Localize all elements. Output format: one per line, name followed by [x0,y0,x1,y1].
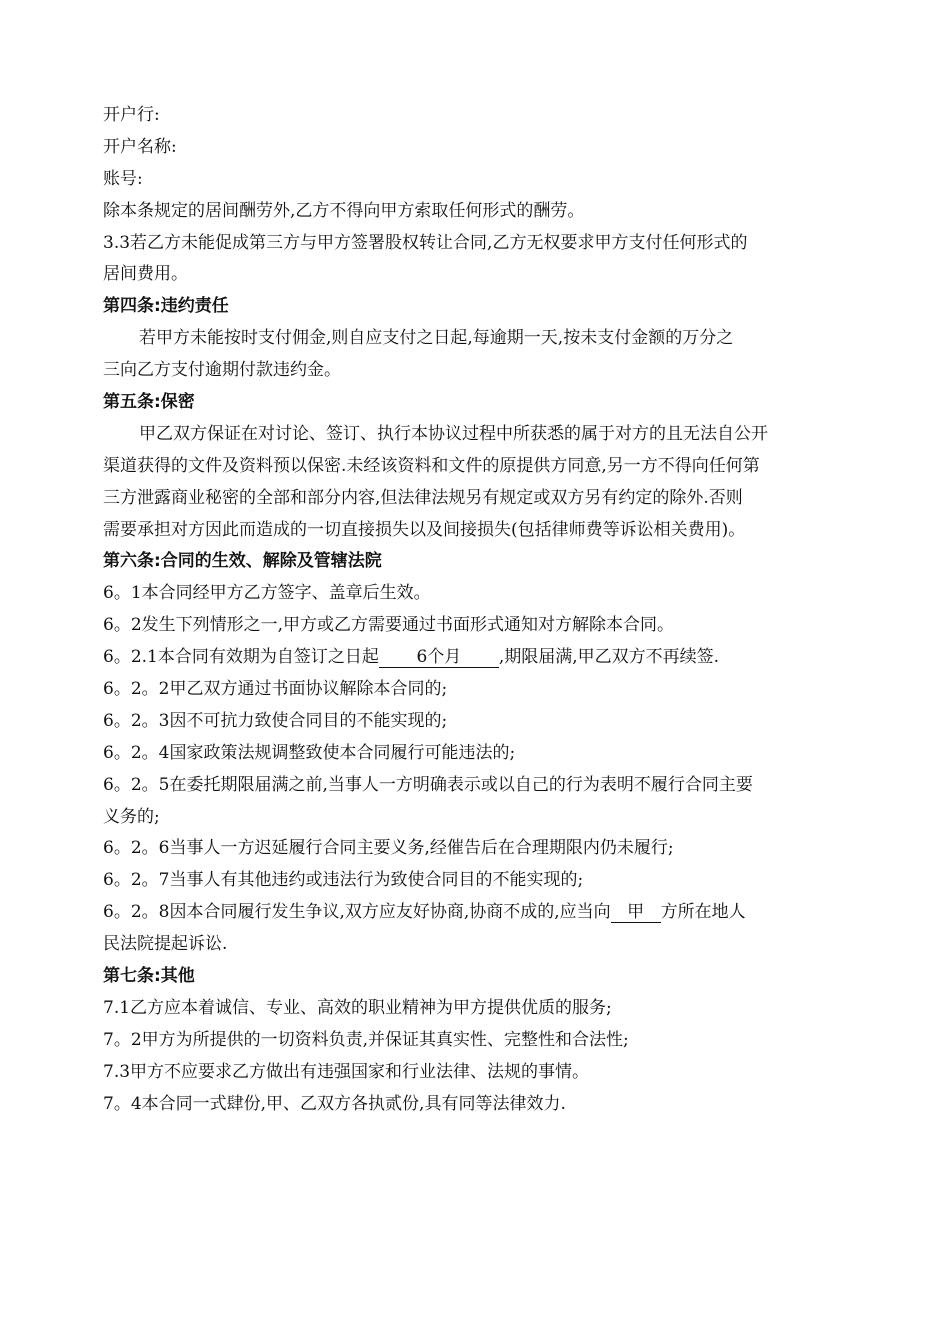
filled-blank: 甲 [611,902,661,923]
text-line: 义务的; [103,806,160,827]
section-heading: 第五条:保密 [103,392,195,413]
text-line: 需要承担对方因此而造成的一切直接损失以及间接损失(包括律师费等诉讼相关费用)。 [103,519,746,540]
section-heading: 第四条:违约责任 [103,296,229,317]
text-line: 民法院提起诉讼. [103,934,228,955]
text-line: 7。4本合同一式肆份,甲、乙双方各执贰份,具有同等法律效力. [103,1093,566,1114]
text-line: 6。2发生下列情形之一,甲方或乙方需要通过书面形式通知对方解除本合同。 [103,615,675,636]
text-line: 6。2。4国家政策法规调整致使本合同履行可能违法的; [103,742,516,763]
text-line: 7。2甲方为所提供的一切资料负责,并保证其真实性、完整性和合法性; [103,1029,629,1050]
contract-body [103,100,853,1121]
text-line: 3.3若乙方未能促成第三方与甲方签署股权转让合同,乙方无权要求甲方支付任何形式的 [103,232,748,253]
clause-text-before: 6。2。8因本合同履行发生争议,双方应友好协商,协商不成的,应当向 [103,902,611,923]
clause-text-before: 6。2.1本合同有效期为自签订之日起 [103,647,379,668]
clause-line-with-blank [103,897,853,929]
text-line: 开户名称: [103,136,177,157]
paragraph-first-line: 若甲方未能按时支付佣金,则自应支付之日起,每逾期一天,按未支付金额的万分之 [139,328,734,349]
section-heading: 第七条:其他 [103,966,195,987]
filled-blank: 6个月 [379,647,499,668]
text-line: 6。2。7当事人有其他违约或违法行为致使合同目的不能实现的; [103,870,584,891]
clause-line-with-blank [103,642,853,674]
text-line: 6。2。5在委托期限届满之前,当事人一方明确表示或以自己的行为表明不履行合同主要 [103,774,753,795]
text-line: 三方泄露商业秘密的全部和部分内容,但法律法规另有规定或双方另有约定的除外.否则 [103,487,743,508]
paragraph-first-line: 甲乙双方保证在对讨论、签订、执行本协议过程中所获悉的属于对方的且无法自公开 [139,423,768,444]
text-line: 居间费用。 [103,264,188,285]
clause-text-after: 方所在地人 [660,902,746,923]
text-line: 账号: [103,168,143,189]
text-line: 6。2。3因不可抗力致使合同目的不能实现的; [103,710,448,731]
text-line: 7.1乙方应本着诚信、专业、高效的职业精神为甲方提供优质的服务; [103,997,612,1018]
text-line: 渠道获得的文件及资料预以保密.未经该资料和文件的原提供方同意,另一方不得向任何第 [103,455,760,476]
text-line: 三向乙方支付逾期付款违约金。 [103,360,341,381]
text-line: 6。2。6当事人一方迟延履行合同主要义务,经催告后在合理期限内仍未履行; [103,838,674,859]
section-heading: 第六条:合同的生效、解除及管辖法院 [103,551,382,572]
text-line: 除本条规定的居间酬劳外,乙方不得向甲方索取任何形式的酬劳。 [103,200,585,221]
text-line: 6。2。2甲乙双方通过书面协议解除本合同的; [103,679,448,700]
text-line: 开户行: [103,105,160,125]
text-line: 6。1本合同经甲方乙方签字、盖章后生效。 [103,583,431,604]
clause-text-after: ,期限届满,甲乙双方不再续签. [498,647,720,668]
text-line: 7.3甲方不应要求乙方做出有违强国家和行业法律、法规的事情。 [103,1061,590,1082]
